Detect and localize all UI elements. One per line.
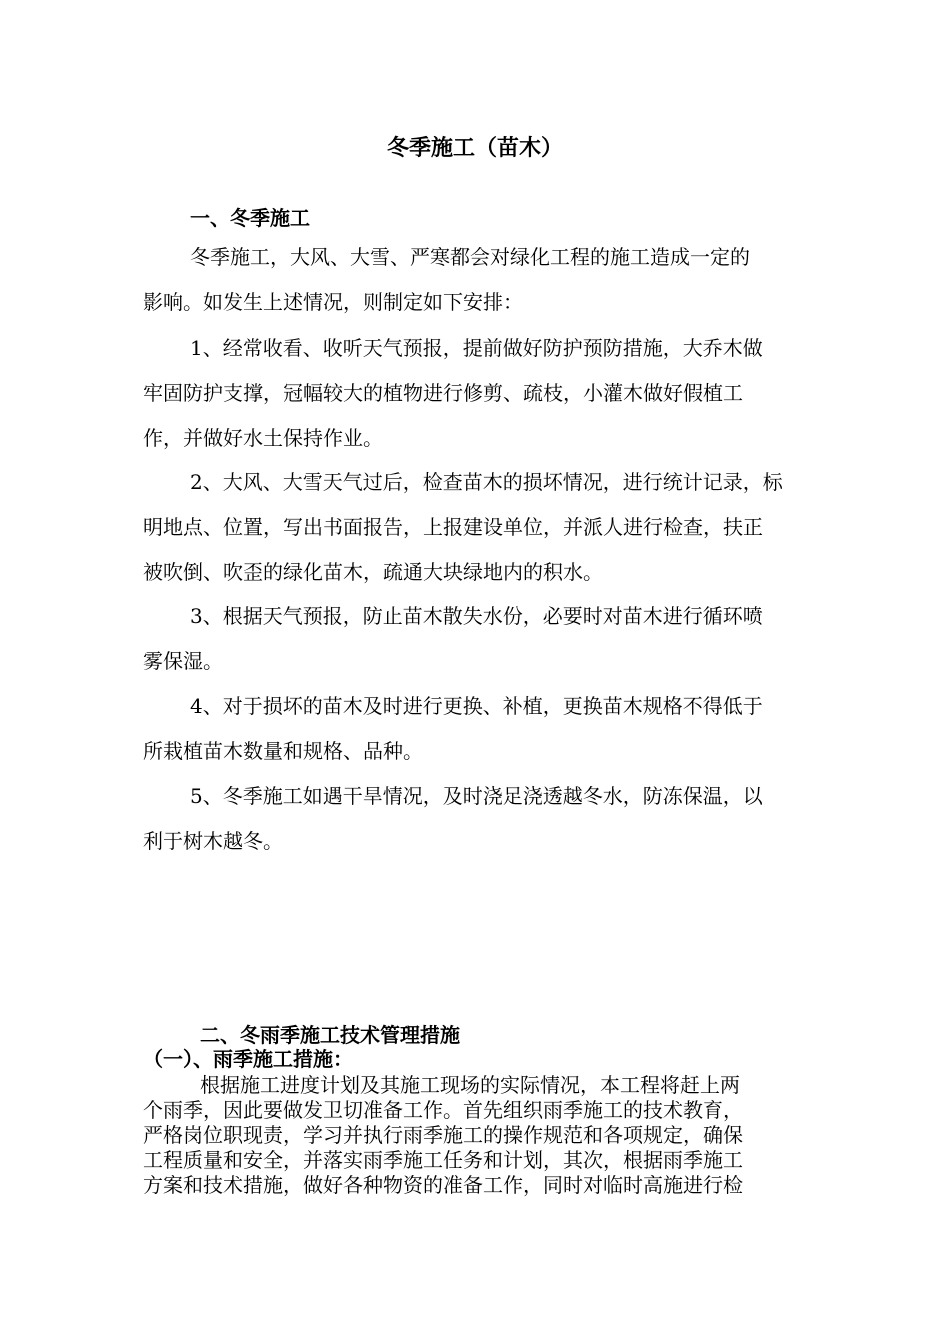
section1-item-2 bbox=[143, 460, 813, 595]
page-title: 冬季施工（苗木） bbox=[386, 135, 563, 161]
section1-intro-paragraph bbox=[143, 235, 813, 325]
section2-body-paragraph bbox=[143, 1073, 813, 1198]
paragraph-line: 3、根据天气预报，防止苗木散失水份，必要时对苗木进行循环喷 bbox=[190, 604, 763, 628]
paragraph-line: 根据施工进度计划及其施工现场的实际情况，本工程将赶上两 bbox=[200, 1073, 740, 1097]
paragraph-line: 方案和技术措施，做好各种物资的准备工作，同时对临时高施进行检 bbox=[143, 1173, 743, 1197]
paragraph-line: 被吹倒、吹歪的绿化苗木，疏通大块绿地内的积水。 bbox=[143, 560, 603, 584]
paragraph-line: 明地点、位置，写出书面报告，上报建设单位，并派人进行检查，扶正 bbox=[143, 515, 763, 539]
section1-heading: 一、冬季施工 bbox=[190, 206, 310, 230]
paragraph-line: 1、经常收看、收听天气预报，提前做好防护预防措施，大乔木做 bbox=[190, 336, 763, 360]
paragraph-line: 利于树木越冬。 bbox=[143, 829, 283, 853]
section2-subheading: （一）、雨季施工措施： bbox=[143, 1047, 353, 1071]
paragraph-line: 4、对于损坏的苗木及时进行更换、补植，更换苗木规格不得低于 bbox=[190, 694, 763, 718]
paragraph-line: 2、大风、大雪天气过后，检查苗木的损坏情况，进行统计记录，标 bbox=[190, 470, 783, 494]
paragraph-line: 工程质量和安全，并落实雨季施工任务和计划，其次，根据雨季施工 bbox=[143, 1148, 743, 1172]
section1-item-5 bbox=[143, 774, 813, 864]
paragraph-line: 严格岗位职现责，学习并执行雨季施工的操作规范和各项规定，确保 bbox=[143, 1123, 743, 1147]
paragraph-line: 个雨季，因此要做发卫切准备工作。首先组织雨季施工的技术教育， bbox=[143, 1098, 743, 1122]
paragraph-line: 影响。如发生上述情况，则制定如下安排： bbox=[143, 290, 523, 314]
paragraph-line: 冬季施工，大风、大雪、严寒都会对绿化工程的施工造成一定的 bbox=[190, 245, 750, 269]
section2-heading: 二、冬雨季施工技术管理措施 bbox=[200, 1023, 460, 1047]
paragraph-line: 雾保湿。 bbox=[143, 649, 223, 673]
paragraph-line: 5、冬季施工如遇干旱情况，及时浇足浇透越冬水，防冻保温，以 bbox=[190, 784, 763, 808]
paragraph-line: 所栽植苗木数量和规格、品种。 bbox=[143, 739, 423, 763]
paragraph-line: 作，并做好水土保持作业。 bbox=[143, 426, 383, 450]
section1-item-4 bbox=[143, 684, 813, 774]
section1-item-3 bbox=[143, 594, 813, 684]
paragraph-line: 牢固防护支撑，冠幅较大的植物进行修剪、疏枝，小灌木做好假植工 bbox=[143, 381, 743, 405]
section1-item-1 bbox=[143, 326, 813, 461]
